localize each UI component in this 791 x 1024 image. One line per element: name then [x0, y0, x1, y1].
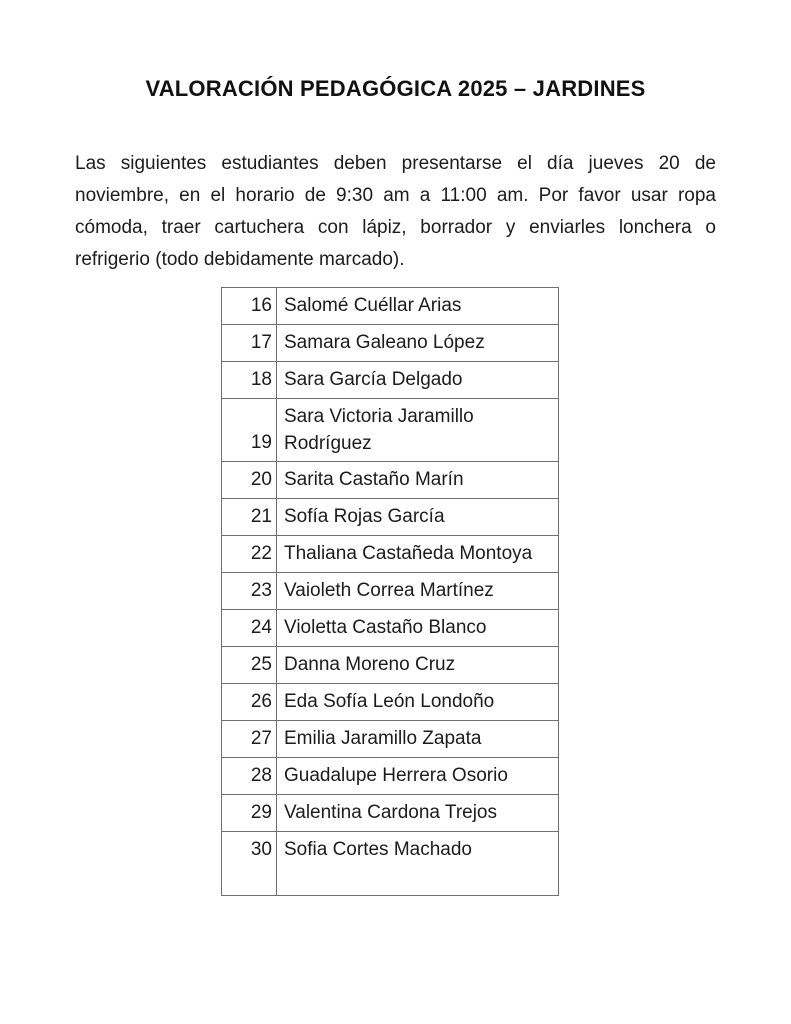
student-name-cell: Violetta Castaño Blanco	[277, 610, 559, 647]
table-row	[222, 399, 559, 462]
student-number-cell: 16	[222, 288, 277, 325]
table-row	[222, 325, 559, 362]
student-number-cell: 22	[222, 536, 277, 573]
student-name-cell: Thaliana Castañeda Montoya	[277, 536, 559, 573]
student-number-cell: 29	[222, 795, 277, 832]
table-row	[222, 647, 559, 684]
student-name-cell: Eda Sofía León Londoño	[277, 684, 559, 721]
table-row	[222, 721, 559, 758]
table-row	[222, 362, 559, 399]
student-number-cell: 28	[222, 758, 277, 795]
table-row	[222, 610, 559, 647]
student-name-cell: Valentina Cardona Trejos	[277, 795, 559, 832]
student-name-cell: Salomé Cuéllar Arias	[277, 288, 559, 325]
student-name-cell: Sara Victoria Jaramillo Rodríguez	[277, 399, 559, 462]
intro-paragraph	[75, 148, 716, 276]
student-name-cell: Sarita Castaño Marín	[277, 462, 559, 499]
student-name-cell: Sara García Delgado	[277, 362, 559, 399]
table-row	[222, 536, 559, 573]
table-row	[222, 684, 559, 721]
student-name-cell: Samara Galeano López	[277, 325, 559, 362]
intro-line: noviembre, en el horario de 9:30 am a 11:00 am. Por favor usar ropa	[75, 185, 716, 206]
student-number-cell: 20	[222, 462, 277, 499]
student-number-cell: 17	[222, 325, 277, 362]
student-number-cell: 25	[222, 647, 277, 684]
intro-line: cómoda, traer cartuchera con lápiz, borrador y enviarles lonchera o	[75, 217, 716, 238]
intro-line: Las siguientes estudiantes deben presentarse el día jueves 20 de	[75, 153, 716, 174]
student-number-cell: 18	[222, 362, 277, 399]
table-row	[222, 573, 559, 610]
student-name-cell: Emilia Jaramillo Zapata	[277, 721, 559, 758]
student-name-cell: Vaioleth Correa Martínez	[277, 573, 559, 610]
student-name-cell: Sofia Cortes Machado	[277, 832, 559, 896]
student-name-cell: Sofía Rojas García	[277, 499, 559, 536]
table-row	[222, 499, 559, 536]
student-number-cell: 24	[222, 610, 277, 647]
table-row	[222, 795, 559, 832]
student-number-cell: 26	[222, 684, 277, 721]
student-number-cell: 19	[222, 399, 277, 462]
students-table	[221, 287, 559, 896]
student-number-cell: 21	[222, 499, 277, 536]
table-row	[222, 462, 559, 499]
student-name-cell: Danna Moreno Cruz	[277, 647, 559, 684]
intro-line: refrigerio (todo debidamente marcado).	[75, 249, 405, 270]
table-row	[222, 832, 559, 896]
student-number-cell: 30	[222, 832, 277, 896]
student-name-cell: Guadalupe Herrera Osorio	[277, 758, 559, 795]
table-row	[222, 288, 559, 325]
student-number-cell: 27	[222, 721, 277, 758]
document-title: VALORACIÓN PEDAGÓGICA 2025 – JARDINES	[145, 76, 646, 101]
student-number-cell: 23	[222, 573, 277, 610]
table-row	[222, 758, 559, 795]
